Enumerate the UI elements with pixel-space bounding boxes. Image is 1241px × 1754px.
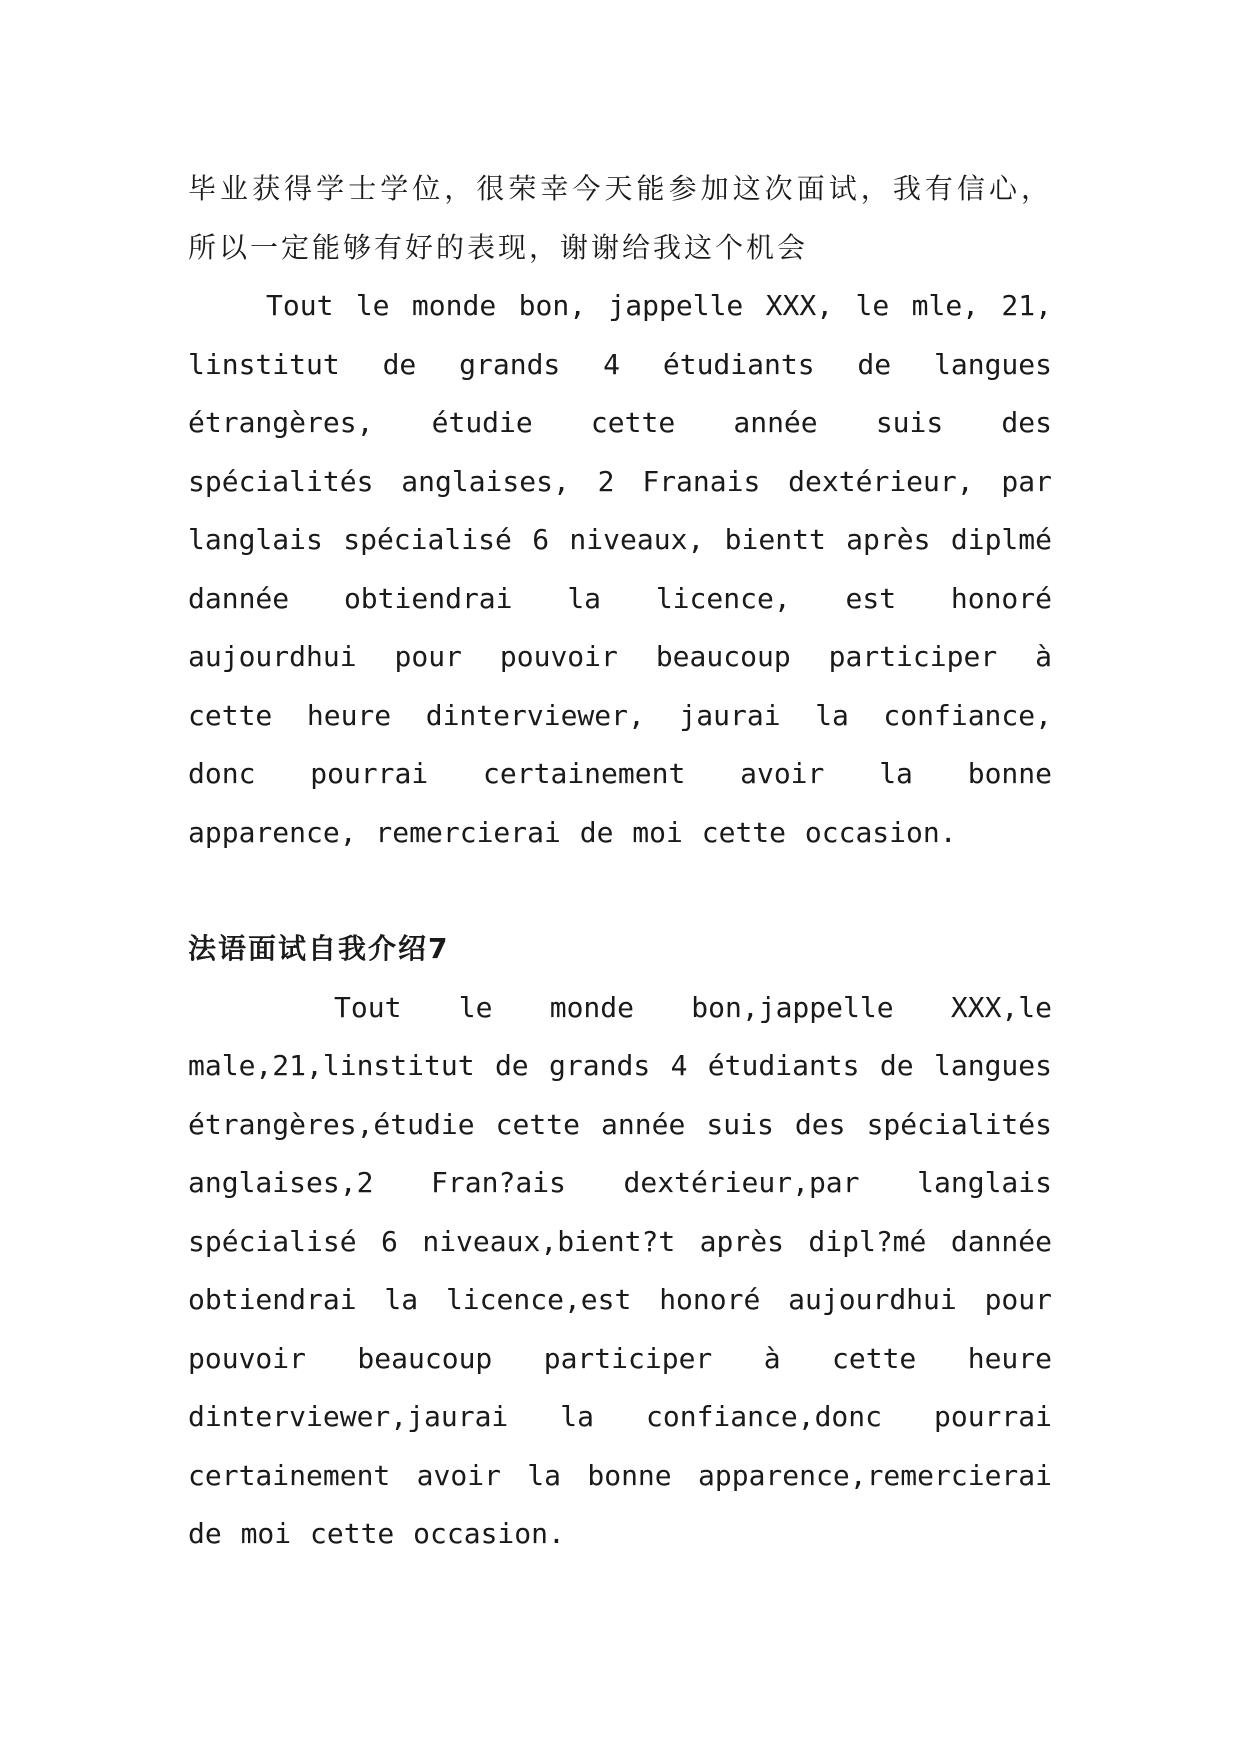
section-heading: 法语面试自我介绍7 [188,932,450,965]
intro-paragraph: 毕业获得学士学位，很荣幸今天能参加这次面试，我有信心，所以一定能够有好的表现，谢谢给我这个机会 [188,172,1052,264]
french-paragraph-2: Tout le monde bon,jappelle XXX,le male,21,linstitut de grands 4 étudiants de langues étrangères,étudie cette année suis des spécialités anglaises,2 Fran?ais dextérieur,par langlais spécialisé 6 niveaux,bient?t après dipl?mé dannée obtiendrai la licence,est honoré aujourdhui pour pouvoir beaucoup participer à cette heure dinterviewer,jaurai la confiance,donc pourrai certainement avoir la bonne apparence,remercierai de moi cette occasion. [188,990,1052,1550]
french-paragraph-1: Tout le monde bon, jappelle XXX, le mle, 21, linstitut de grands 4 étudiants de langues étrangères, étudie cette année suis des spécialités anglaises, 2 Franais dextérieur, par langlais spécialisé 6 niveaux, bientt après diplmé dannée obtiendrai la licence, est honoré aujourdhui pour pouvoir beaucoup participer à cette heure dinterviewer, jaurai la confiance, donc pourrai certainement avoir la bonne apparence, remercierai de moi cette occasion. [188,289,1052,849]
document-page [188,160,1052,1564]
